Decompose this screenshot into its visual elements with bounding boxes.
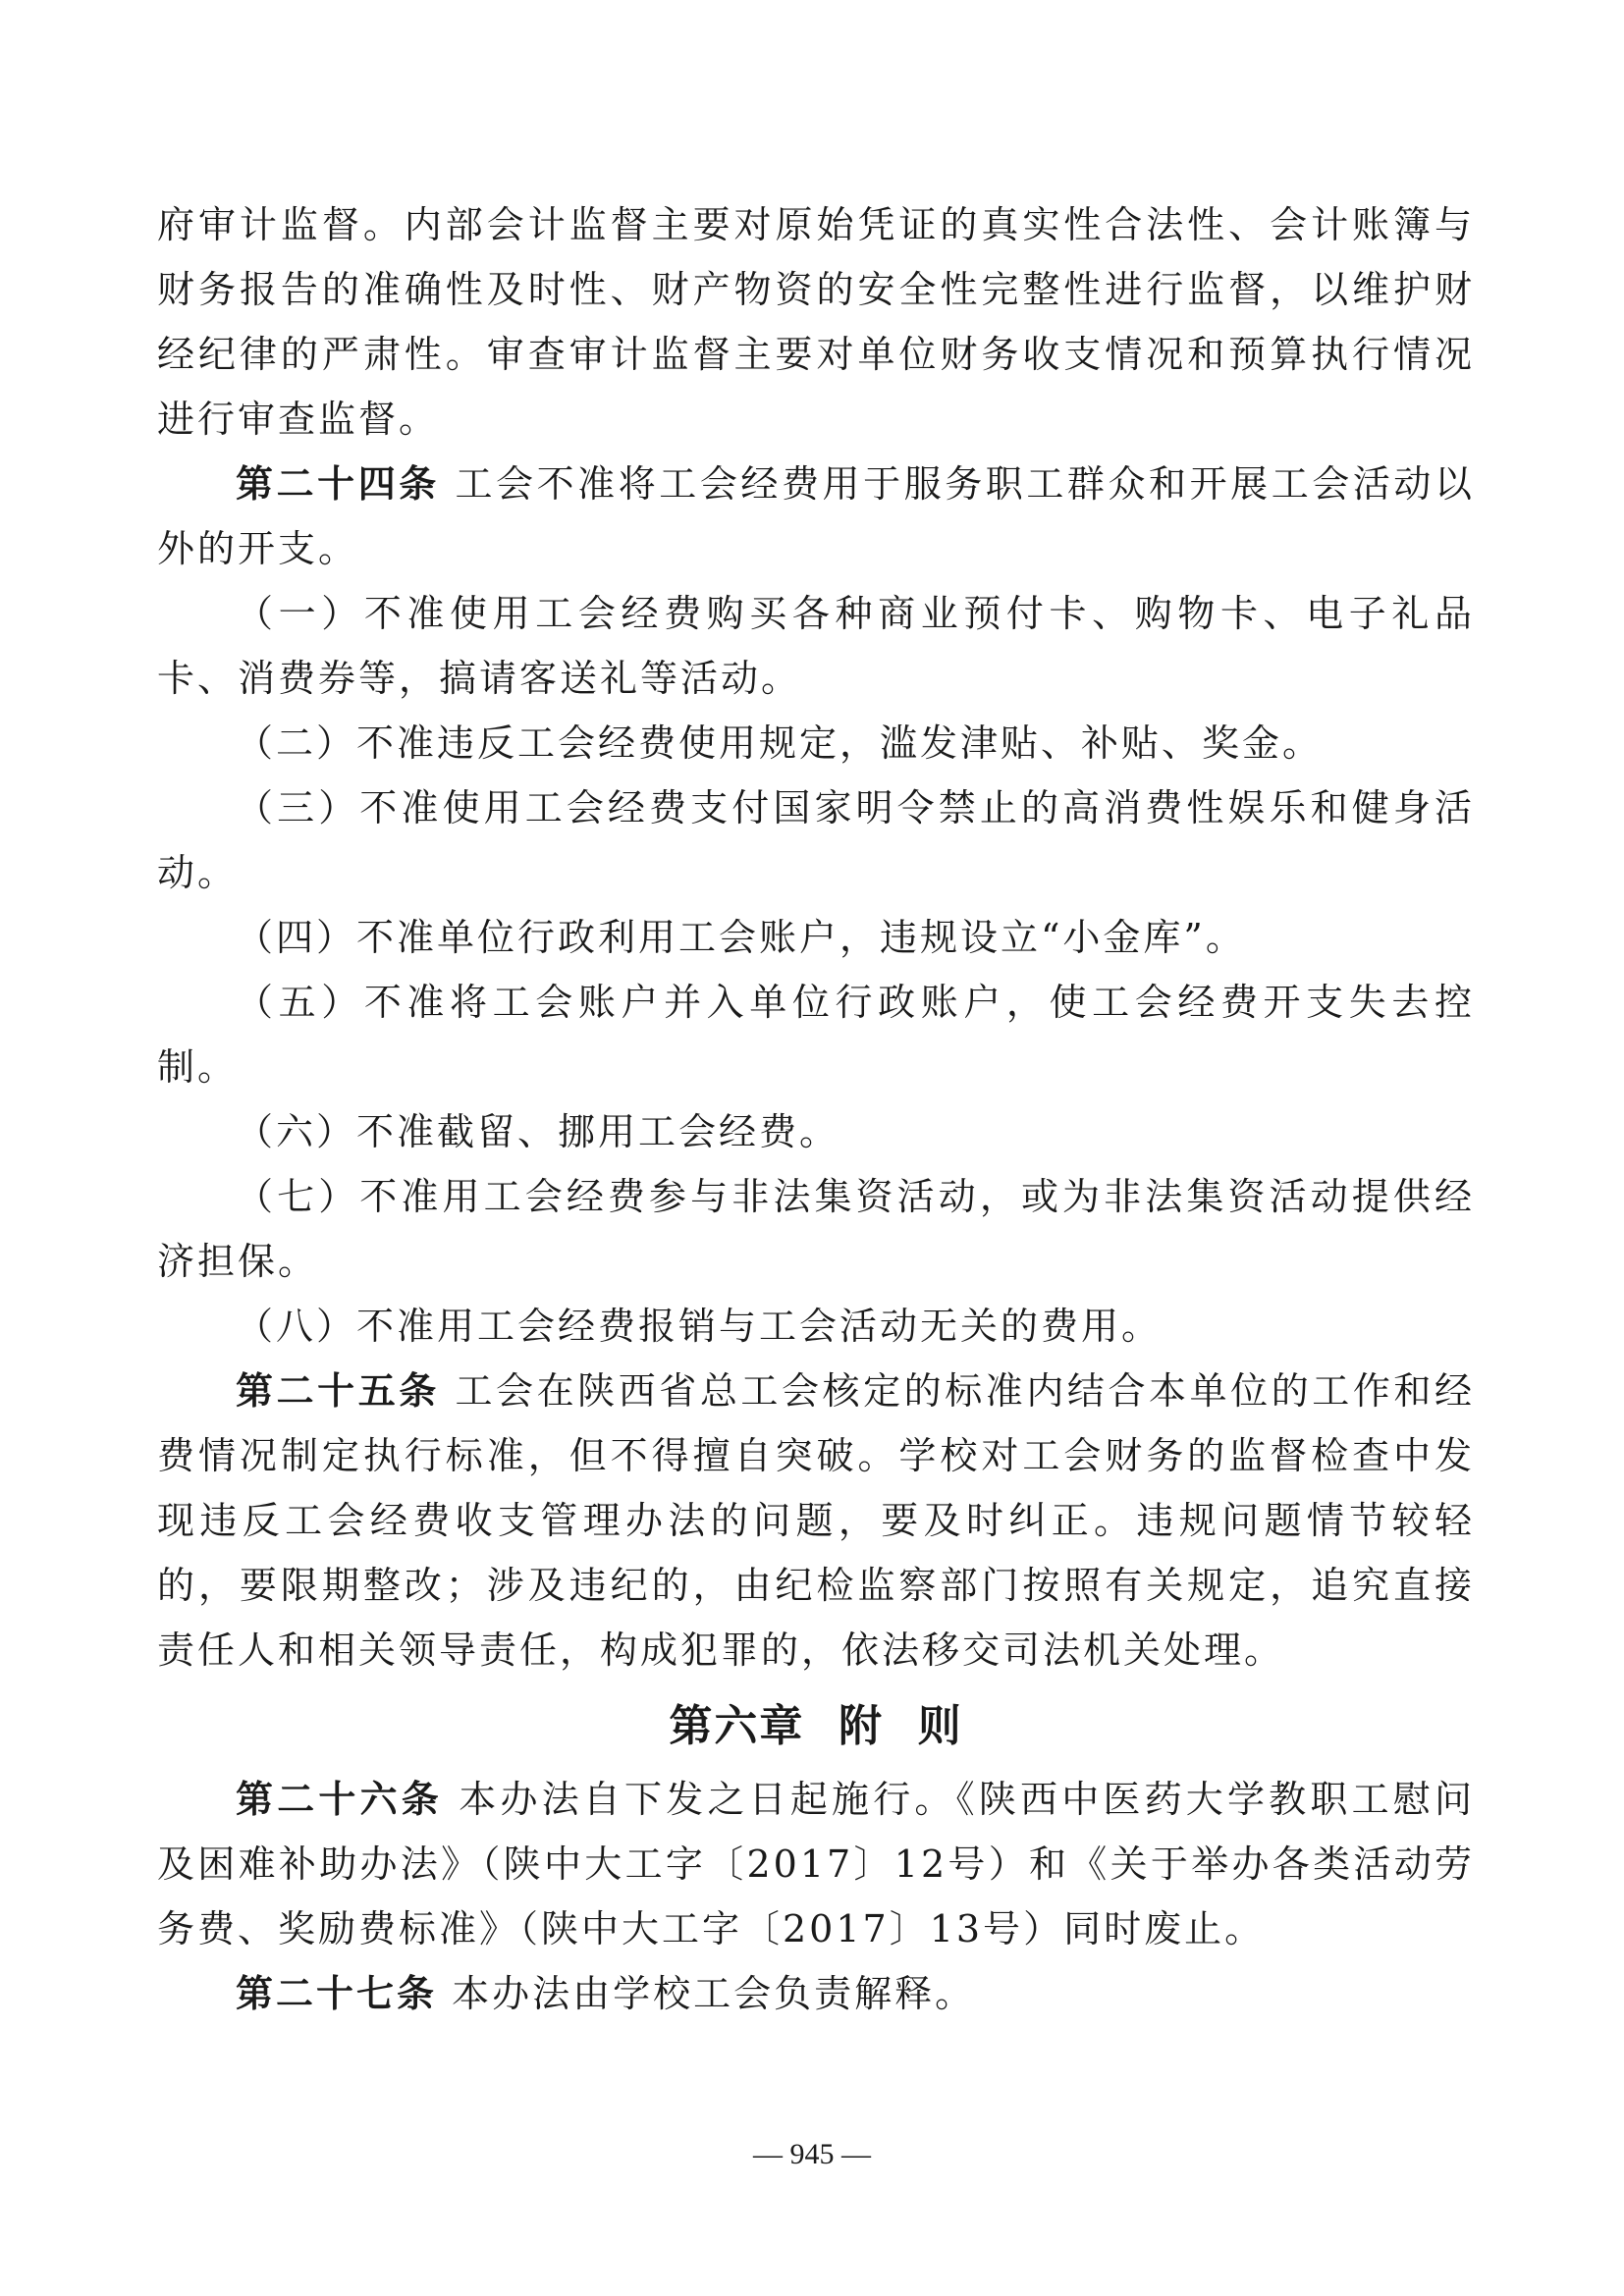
article-26-title: 第二十六条 [236, 1778, 443, 1821]
article-24-item-2: （二）不准违反工会经费使用规定，滥发津贴、补贴、奖金。 [236, 721, 1324, 765]
article-24-item-7: （七）不准用工会经费参与非法集资活动，或为非法集资活动提供经济担保。 [157, 1175, 1475, 1283]
article-25-text: 工会在陕西省总工会核定的标准内结合本单位的工作和经费情况制定执行标准，但不得擅自突破。学校对工会财务的监督检查中发现违反工会经费收支管理办法的问题，要及时纠正。违规问题情节较轻的，要限期整改；涉及违纪的，由纪检监察部门按照有关规定，追究直接责任人和相关领导责任，构成犯罪的，依法移交司法机关处理。 [157, 1369, 1475, 1672]
article-24-item-4: （四）不准单位行政利用工会账户，违规设立“小金库”。 [236, 916, 1246, 959]
article-24 [157, 452, 1475, 581]
article-24-item-6: （六）不准截留、挪用工会经费。 [236, 1110, 840, 1153]
article-26-text: 本办法自下发之日起施行。《陕西中医药大学教职工慰问及困难补助办法》（陕中大工字〔2017〕12号）和《关于举办各类活动劳务费、奖励费标准》（陕中大工字〔2017〕13号）同时废止。 [157, 1778, 1475, 1950]
article-27 [157, 1961, 1475, 2026]
article-25-title: 第二十五条 [236, 1369, 440, 1413]
article-27-title: 第二十七条 [236, 1972, 438, 2015]
article-25 [157, 1359, 1475, 1682]
article-24-item-1: （一）不准使用工会经费购买各种商业预付卡、购物卡、电子礼品卡、消费券等，搞请客送礼等活动。 [157, 592, 1475, 700]
article-24-text: 工会不准将工会经费用于服务职工群众和开展工会活动以外的开支。 [157, 462, 1475, 570]
page-number: — 945 — [753, 2138, 871, 2170]
article-24-item-3: （三）不准使用工会经费支付国家明令禁止的高消费性娱乐和健身活动。 [157, 786, 1475, 894]
continuation-paragraph: 府审计监督。内部会计监督主要对原始凭证的真实性合法性、会计账簿与财务报告的准确性及时性、财产物资的安全性完整性进行监督，以维护财经纪律的严肃性。审查审计监督主要对单位财务收支情况和预算执行情况进行审查监督。 [157, 203, 1475, 441]
article-24-item-5: （五）不准将工会账户并入单位行政账户，使工会经费开支失去控制。 [157, 981, 1475, 1089]
article-24-title: 第二十四条 [236, 462, 440, 506]
article-24-item-8: （八）不准用工会经费报销与工会活动无关的费用。 [236, 1305, 1163, 1348]
article-27-text: 本办法由学校工会负责解释。 [452, 1972, 976, 2015]
chapter-heading: 第六章 附 则 [669, 1701, 963, 1751]
document-body [157, 192, 1475, 2026]
article-26 [157, 1767, 1475, 1961]
